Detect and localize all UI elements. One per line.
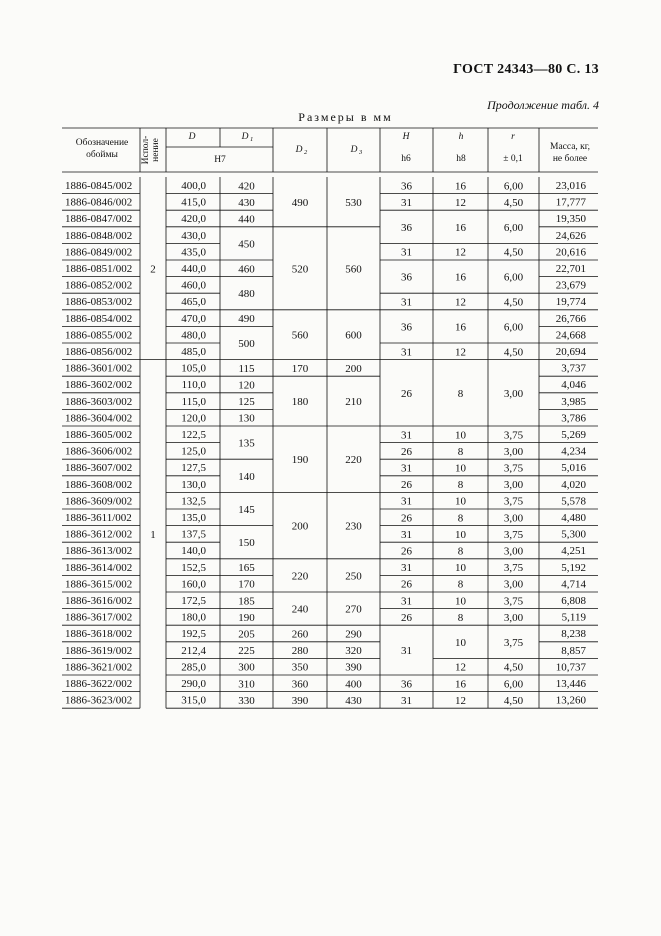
h-small-cell: 10 xyxy=(455,636,466,649)
d2-cell: 190 xyxy=(291,454,309,467)
mass-cell: 20,694 xyxy=(555,346,586,358)
h-small-cell: 16 xyxy=(455,678,466,691)
d-cell: 130,0 xyxy=(181,478,206,491)
h-small-cell: 16 xyxy=(455,180,466,193)
d2-cell: 260 xyxy=(291,628,309,641)
designation-cell: 1886-0853/002 xyxy=(65,296,133,309)
h-small-cell: 8 xyxy=(457,611,464,624)
d-cell: 192,5 xyxy=(181,628,206,641)
h-small-cell: 10 xyxy=(455,429,466,442)
h-cell: 36 xyxy=(401,271,412,284)
h-small-cell: 12 xyxy=(455,296,466,309)
d3-cell: 230 xyxy=(345,520,362,533)
designation-cell: 1886-3607/002 xyxy=(65,462,133,475)
d2-cell: 170 xyxy=(291,362,309,375)
h-cell: 31 xyxy=(401,528,412,541)
d3-cell: 600 xyxy=(345,329,362,342)
designation-cell: 1886-3605/002 xyxy=(65,429,133,441)
designation-cell: 1886-3604/002 xyxy=(65,412,133,425)
d-cell: 172,5 xyxy=(181,595,206,607)
mass-cell: 5,300 xyxy=(561,528,586,541)
d-cell: 127,5 xyxy=(181,462,206,475)
mass-cell: 3,985 xyxy=(561,395,586,408)
designation-cell: 1886-0851/002 xyxy=(65,263,133,275)
h-cell: 31 xyxy=(401,346,412,359)
h-cell: 26 xyxy=(401,479,412,492)
h-cell: 31 xyxy=(401,645,412,658)
d3-cell: 200 xyxy=(345,362,362,375)
d2-cell: 200 xyxy=(291,520,309,533)
designation-cell: 1886-3612/002 xyxy=(65,528,133,541)
d2-cell: 390 xyxy=(291,694,309,707)
h-cell: 26 xyxy=(401,578,412,591)
d2-cell: 520 xyxy=(291,263,309,276)
mass-cell: 13,260 xyxy=(555,694,586,707)
header-mass-1: Масса, кг, xyxy=(550,142,590,152)
d1-cell: 190 xyxy=(238,611,255,624)
h-small-cell: 16 xyxy=(455,271,466,284)
h-cell: 31 xyxy=(401,694,412,707)
designation-cell: 1886-3618/002 xyxy=(65,628,133,641)
d2-cell: 280 xyxy=(291,645,309,658)
d-cell: 420,0 xyxy=(181,213,206,226)
mass-cell: 3,786 xyxy=(561,412,586,425)
d1-cell: 330 xyxy=(238,694,255,707)
d-cell: 290,0 xyxy=(181,678,206,690)
r-cell: 3,00 xyxy=(503,578,524,591)
d1-cell: 115 xyxy=(238,362,255,375)
h-cell: 31 xyxy=(401,246,412,259)
designation-cell: 1886-3606/002 xyxy=(65,445,133,458)
d-cell: 140,0 xyxy=(181,545,206,558)
h-small-cell: 8 xyxy=(457,387,464,400)
r-cell: 3,75 xyxy=(503,462,524,475)
mass-cell: 23,016 xyxy=(555,180,586,192)
designation-cell: 1886-3615/002 xyxy=(65,578,133,591)
d-cell: 105,0 xyxy=(181,362,206,375)
designation-cell: 1886-3623/002 xyxy=(65,694,133,707)
d-cell: 135,0 xyxy=(181,512,206,524)
d-cell: 435,0 xyxy=(181,246,206,259)
designation-cell: 1886-3602/002 xyxy=(65,379,133,392)
designation-cell: 1886-3617/002 xyxy=(65,611,133,624)
header-H: H xyxy=(402,132,410,142)
h-small-cell: 10 xyxy=(455,562,466,575)
designation-cell: 1886-0847/002 xyxy=(65,213,133,226)
r-cell: 6,00 xyxy=(503,678,524,691)
r-cell: 4,50 xyxy=(503,246,524,259)
d1-cell: 490 xyxy=(238,313,255,326)
h-cell: 31 xyxy=(401,595,412,608)
h-small-cell: 12 xyxy=(455,694,466,707)
header-d2-sub: 2 xyxy=(304,149,308,156)
header-h8: h8 xyxy=(456,154,466,164)
header-d1: D xyxy=(241,132,249,142)
h-small-cell: 10 xyxy=(455,462,466,475)
d1-cell: 130 xyxy=(238,412,255,425)
d-cell: 137,5 xyxy=(181,528,206,541)
d1-cell: 135 xyxy=(238,437,255,450)
d3-cell: 220 xyxy=(345,454,362,467)
version-cell: 1 xyxy=(150,528,156,541)
h-cell: 26 xyxy=(401,611,412,624)
units-caption: Размеры в мм xyxy=(298,110,393,124)
r-cell: 4,50 xyxy=(503,196,524,209)
r-cell: 3,75 xyxy=(503,495,524,508)
designation-cell: 1886-0845/002 xyxy=(65,180,133,192)
mass-cell: 4,251 xyxy=(561,545,586,558)
d1-cell: 480 xyxy=(238,288,255,301)
d2-cell: 350 xyxy=(291,661,309,674)
designation-cell: 1886-3614/002 xyxy=(65,561,133,574)
header-d3: D xyxy=(350,145,358,155)
r-cell: 6,00 xyxy=(503,321,524,334)
r-cell: 6,00 xyxy=(503,271,524,284)
d-cell: 400,0 xyxy=(181,180,206,192)
designation-cell: 1886-0855/002 xyxy=(65,329,133,342)
designation-cell: 1886-3616/002 xyxy=(65,595,133,607)
mass-cell: 23,679 xyxy=(555,279,586,292)
d-cell: 470,0 xyxy=(181,312,206,325)
d-cell: 415,0 xyxy=(181,196,206,209)
mass-cell: 6,808 xyxy=(561,595,586,607)
r-cell: 3,75 xyxy=(503,636,524,649)
d2-cell: 360 xyxy=(291,678,309,691)
r-cell: 3,75 xyxy=(503,595,524,608)
d-cell: 110,0 xyxy=(181,379,206,392)
d1-cell: 300 xyxy=(238,661,255,674)
h-cell: 31 xyxy=(401,495,412,508)
mass-cell: 4,480 xyxy=(561,512,586,524)
d-cell: 485,0 xyxy=(181,346,206,358)
d-cell: 315,0 xyxy=(181,694,206,707)
d3-cell: 560 xyxy=(345,263,362,276)
h-small-cell: 10 xyxy=(455,495,466,508)
mass-cell: 19,774 xyxy=(555,296,586,309)
d1-cell: 165 xyxy=(238,562,255,575)
header-designation-2: обоймы xyxy=(86,150,118,160)
r-cell: 3,00 xyxy=(503,387,524,400)
r-cell: 3,00 xyxy=(503,479,524,492)
h-small-cell: 8 xyxy=(457,479,464,492)
designation-cell: 1886-0849/002 xyxy=(65,246,133,259)
r-cell: 4,50 xyxy=(503,296,524,309)
d1-cell: 120 xyxy=(238,379,255,392)
mass-cell: 19,350 xyxy=(555,213,586,226)
d1-cell: 150 xyxy=(238,537,255,550)
designation-cell: 1886-0848/002 xyxy=(65,229,133,242)
h-small-cell: 8 xyxy=(457,512,464,525)
h-small-cell: 16 xyxy=(455,221,466,234)
r-cell: 3,00 xyxy=(503,512,524,525)
designation-cell: 1886-3611/002 xyxy=(65,512,132,524)
d1-cell: 170 xyxy=(238,578,255,591)
designation-cell: 1886-3608/002 xyxy=(65,478,133,491)
h-cell: 31 xyxy=(401,196,412,209)
d2-cell: 490 xyxy=(291,196,309,209)
d3-cell: 270 xyxy=(345,603,362,616)
header-version-2: нение xyxy=(151,138,161,162)
d1-cell: 185 xyxy=(238,595,255,608)
h-small-cell: 10 xyxy=(455,595,466,608)
designation-cell: 1886-0852/002 xyxy=(65,279,133,292)
d-cell: 285,0 xyxy=(181,661,206,674)
d3-cell: 400 xyxy=(345,678,362,691)
d2-cell: 220 xyxy=(291,570,309,583)
d-cell: 180,0 xyxy=(181,611,206,624)
designation-cell: 1886-0846/002 xyxy=(65,196,133,209)
mass-cell: 13,446 xyxy=(555,678,586,690)
d3-cell: 210 xyxy=(345,396,362,409)
h-small-cell: 8 xyxy=(457,578,464,591)
r-cell: 4,50 xyxy=(503,346,524,359)
d1-cell: 140 xyxy=(238,470,255,483)
mass-cell: 4,046 xyxy=(561,379,586,392)
h-cell: 36 xyxy=(401,180,412,193)
d-cell: 160,0 xyxy=(181,578,206,591)
r-cell: 3,75 xyxy=(503,429,524,442)
mass-cell: 5,192 xyxy=(561,561,586,574)
h-cell: 26 xyxy=(401,545,412,558)
mass-cell: 5,016 xyxy=(561,462,586,475)
header-d1-sub: 1 xyxy=(250,136,254,143)
header-h7: H7 xyxy=(214,155,226,165)
mass-cell: 26,766 xyxy=(555,312,586,325)
d3-cell: 390 xyxy=(345,661,362,674)
designation-cell: 1886-3619/002 xyxy=(65,644,133,657)
h-small-cell: 8 xyxy=(457,545,464,558)
d-cell: 212,4 xyxy=(181,644,206,657)
header-version-1: Испол- xyxy=(141,135,151,165)
header-r: r xyxy=(511,132,515,142)
h-cell: 31 xyxy=(401,562,412,575)
header-mass-2: не более xyxy=(552,154,588,164)
mass-cell: 4,234 xyxy=(561,445,586,458)
d2-cell: 240 xyxy=(291,603,309,616)
d1-cell: 420 xyxy=(238,180,255,193)
h-cell: 31 xyxy=(401,296,412,309)
d-cell: 440,0 xyxy=(181,263,206,275)
h-small-cell: 16 xyxy=(455,321,466,334)
designation-cell: 1886-3609/002 xyxy=(65,495,133,508)
designation-cell: 1886-3613/002 xyxy=(65,545,133,558)
d-cell: 480,0 xyxy=(181,329,206,342)
header-d: D xyxy=(188,132,196,142)
h-cell: 31 xyxy=(401,462,412,475)
h-cell: 36 xyxy=(401,678,412,691)
header-h6: h6 xyxy=(401,154,411,164)
mass-cell: 22,701 xyxy=(555,263,586,275)
mass-cell: 5,119 xyxy=(561,611,586,624)
mass-cell: 8,238 xyxy=(561,628,586,641)
h-cell: 26 xyxy=(401,387,412,400)
h-small-cell: 12 xyxy=(455,346,466,359)
d-cell: 465,0 xyxy=(181,296,206,309)
r-cell: 4,50 xyxy=(503,661,524,674)
r-cell: 4,50 xyxy=(503,694,524,707)
mass-cell: 24,626 xyxy=(555,229,586,242)
d-cell: 125,0 xyxy=(181,445,206,458)
d1-cell: 460 xyxy=(238,263,255,276)
r-cell: 3,75 xyxy=(503,528,524,541)
h-cell: 36 xyxy=(401,321,412,334)
d1-cell: 125 xyxy=(238,396,255,409)
r-cell: 6,00 xyxy=(503,221,524,234)
designation-cell: 1886-3621/002 xyxy=(65,661,133,674)
h-small-cell: 10 xyxy=(455,528,466,541)
d1-cell: 450 xyxy=(238,238,255,251)
d1-cell: 440 xyxy=(238,213,255,226)
d1-cell: 430 xyxy=(238,196,255,209)
d2-cell: 180 xyxy=(291,396,309,409)
d3-cell: 250 xyxy=(345,570,362,583)
r-cell: 3,00 xyxy=(503,545,524,558)
h-small-cell: 8 xyxy=(457,445,464,458)
version-cell: 2 xyxy=(150,263,156,276)
designation-cell: 1886-0854/002 xyxy=(65,312,133,325)
h-cell: 31 xyxy=(401,429,412,442)
h-small-cell: 12 xyxy=(455,196,466,209)
mass-cell: 17,777 xyxy=(555,196,586,209)
d1-cell: 500 xyxy=(238,338,255,350)
header-d3-sub: 3 xyxy=(359,149,363,156)
r-cell: 3,00 xyxy=(503,445,524,458)
header-designation-1: Обозначение xyxy=(75,138,129,148)
d3-cell: 530 xyxy=(345,196,362,209)
d-cell: 115,0 xyxy=(181,395,206,408)
table-continuation-label: Продолжение табл. 4 xyxy=(487,98,599,112)
designation-cell: 1886-0856/002 xyxy=(65,346,133,358)
d-cell: 460,0 xyxy=(181,279,206,292)
d1-cell: 205 xyxy=(238,628,255,641)
d-cell: 122,5 xyxy=(181,429,206,441)
mass-cell: 20,616 xyxy=(555,246,586,259)
mass-cell: 3,737 xyxy=(561,362,586,375)
header-r-tolerance: ± 0,1 xyxy=(503,154,523,164)
d1-cell: 145 xyxy=(238,504,255,516)
d-cell: 152,5 xyxy=(181,561,206,574)
mass-cell: 8,857 xyxy=(561,644,586,657)
designation-cell: 1886-3603/002 xyxy=(65,395,133,408)
designation-cell: 1886-3601/002 xyxy=(65,362,133,375)
r-cell: 3,75 xyxy=(503,562,524,575)
mass-cell: 5,269 xyxy=(561,429,586,441)
h-small-cell: 12 xyxy=(455,246,466,259)
designation-cell: 1886-3622/002 xyxy=(65,678,133,690)
d-cell: 120,0 xyxy=(181,412,206,425)
d-cell: 430,0 xyxy=(181,229,206,242)
d3-cell: 290 xyxy=(345,628,362,641)
mass-cell: 24,668 xyxy=(555,329,586,342)
header-d2: D xyxy=(295,145,303,155)
page-title: ГОСТ 24343—80 С. 13 xyxy=(453,62,599,77)
h-cell: 26 xyxy=(401,512,412,525)
mass-cell: 4,714 xyxy=(561,578,586,591)
d-cell: 132,5 xyxy=(181,495,206,508)
mass-cell: 5,578 xyxy=(561,495,586,508)
d3-cell: 430 xyxy=(345,694,362,707)
mass-cell: 4,020 xyxy=(561,478,586,491)
r-cell: 3,00 xyxy=(503,611,524,624)
d1-cell: 310 xyxy=(238,678,255,691)
d1-cell: 225 xyxy=(238,645,255,658)
h-cell: 26 xyxy=(401,445,412,458)
h-small-cell: 12 xyxy=(455,661,466,674)
h-cell: 36 xyxy=(401,221,412,234)
r-cell: 6,00 xyxy=(503,180,524,193)
header-h: h xyxy=(458,132,464,142)
d2-cell: 560 xyxy=(291,329,309,342)
d3-cell: 320 xyxy=(345,645,362,658)
mass-cell: 10,737 xyxy=(555,661,586,674)
